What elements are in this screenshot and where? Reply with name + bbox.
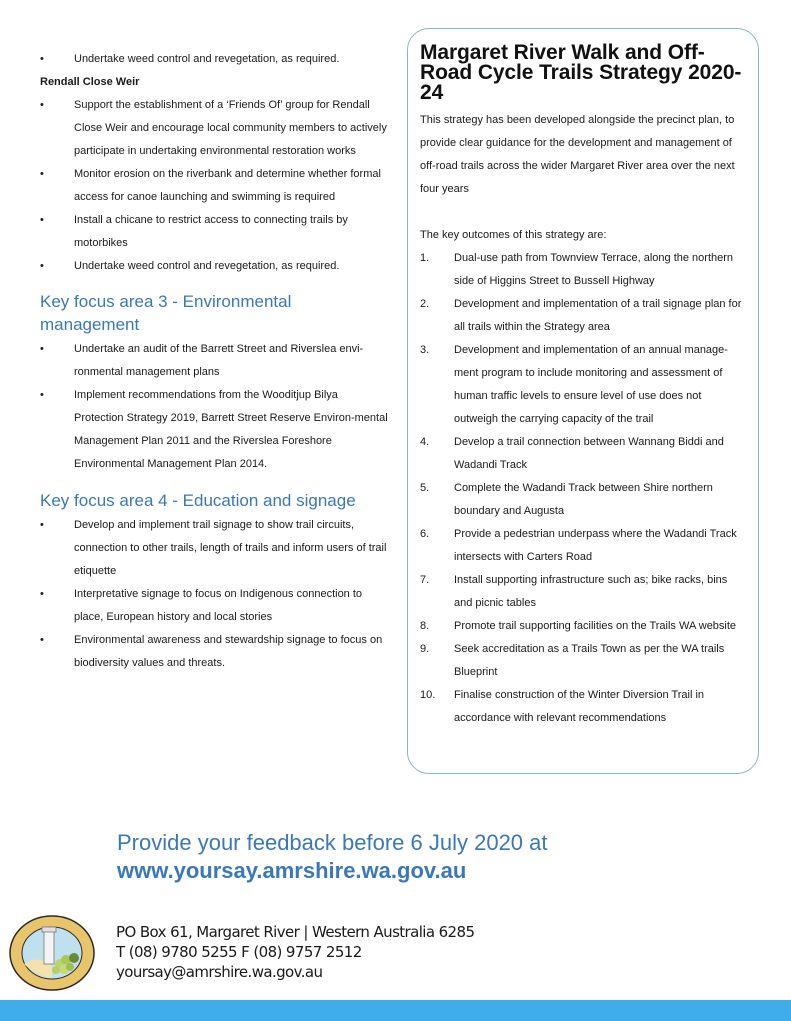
bullet-icon: • <box>40 389 44 401</box>
rendall-close-weir-list <box>40 94 390 278</box>
footer-color-bar <box>0 1000 791 1021</box>
list-item: • Environmental awareness and stewardship signage to focus on biodiversity values and threats. <box>40 629 390 675</box>
bullet-icon: • <box>40 343 44 355</box>
outcome-item: 7. Install supporting infrastructure such as; bike racks, bins and picnic tables <box>420 574 728 609</box>
bullet-icon: • <box>40 260 44 272</box>
bullet-icon: • <box>40 99 44 111</box>
strategy-box <box>407 28 759 774</box>
list-item: • Monitor erosion on the riverbank and determine whether formal access for canoe launching and swimming is required <box>40 163 390 209</box>
postal-address: PO Box 61, Margaret River | Western Australia 6285 <box>116 923 475 941</box>
feedback-deadline-text: Provide your feedback before 6 July 2020 at <box>117 830 548 855</box>
footer-contact <box>0 912 791 997</box>
list-item: • Interpretative signage to focus on Indigenous connection to place, European history and local stories <box>40 583 390 629</box>
list-item: • Undertake weed control and revegetation, as required. <box>40 48 390 71</box>
list-item: • Support the establishment of a ‘Friends Of’ group for Rendall Close Weir and encourage local community members to actively participate in undertaking environmental restoration works <box>40 94 390 163</box>
list-item: • Undertake weed control and revegetation, as required. <box>40 255 390 278</box>
outcome-item: 6. Provide a pedestrian underpass where the Wadandi Track intersects with Carters Road <box>420 528 737 563</box>
strategy-outcomes-lead: The key outcomes of this strategy are: <box>420 229 607 241</box>
bullet-icon: • <box>40 168 44 180</box>
bullet-icon: • <box>40 588 44 600</box>
outcome-item: 8. Promote trail supporting facilities on the Trails WA website <box>420 620 737 632</box>
shire-crest-icon <box>8 914 96 992</box>
outcomes-list <box>420 247 746 730</box>
bullet-icon: • <box>40 519 44 531</box>
feedback-call-to-action <box>117 829 548 885</box>
focus-area-4-list <box>40 514 390 675</box>
outcome-item: 5. Complete the Wadandi Track between Shire northern boundary and Augusta <box>420 482 713 517</box>
bullet-icon: • <box>40 214 44 226</box>
rendall-close-weir-heading: Rendall Close Weir <box>40 76 140 88</box>
feedback-url-link[interactable]: www.yoursay.amrshire.wa.gov.au <box>117 858 467 883</box>
list-item: • Implement recommendations from the Wooditjup Bilya Protection Strategy 2019, Barrett Street Reserve Environ-mental Management Plan 2011 and the Riverslea Foreshore Environmental Management Plan 2014. <box>40 384 390 476</box>
outcome-item: 1. Dual-use path from Townview Terrace, along the northern side of Higgins Street to Bussell Highway <box>420 252 734 287</box>
focus-area-4-heading: Key focus area 4 - Education and signage <box>40 491 356 510</box>
list-item: • Develop and implement trail signage to show trail circuits, connection to other trails, length of trails and inform users of trail etiquette <box>40 514 390 583</box>
left-column <box>40 48 390 675</box>
outcome-item: 3. Development and implementation of an annual manage-ment program to include monitoring and assessment of human traffic levels to ensure level of use does not outweigh the carrying capacity of the trail <box>420 344 728 425</box>
outcome-item: 10. Finalise construction of the Winter Diversion Trail in accordance with relevant recommendations <box>420 689 705 724</box>
bullet-icon: • <box>40 634 44 646</box>
contact-details <box>116 922 474 982</box>
contact-email-link[interactable]: yoursay@amrshire.wa.gov.au <box>116 963 323 981</box>
outcome-item: 4. Develop a trail connection between Wannang Biddi and Wadandi Track <box>420 436 724 471</box>
list-item: • Undertake an audit of the Barrett Street and Riverslea envi-ronmental management plans <box>40 338 390 384</box>
outcome-item: 9. Seek accreditation as a Trails Town as per the WA trails Blueprint <box>420 643 725 678</box>
focus-area-3-heading: Key focus area 3 - Environmental management <box>40 292 292 334</box>
outcome-item: 2. Development and implementation of a trail signage plan for all trails within the Strategy area <box>420 298 742 333</box>
intro-bullet-list <box>40 48 390 71</box>
strategy-intro: This strategy has been developed alongside the precinct plan, to provide clear guidance for the development and management of off-road trails across the wider Margaret River area over the next four years <box>420 114 735 195</box>
list-item: • Install a chicane to restrict access to connecting trails by motorbikes <box>40 209 390 255</box>
bullet-icon: • <box>40 53 44 65</box>
focus-area-3-list <box>40 338 390 476</box>
strategy-title: Margaret River Walk and Off-Road Cycle Trails Strategy 2020-24 <box>420 41 742 104</box>
phone-fax: T (08) 9780 5255 F (08) 9757 2512 <box>116 943 362 961</box>
